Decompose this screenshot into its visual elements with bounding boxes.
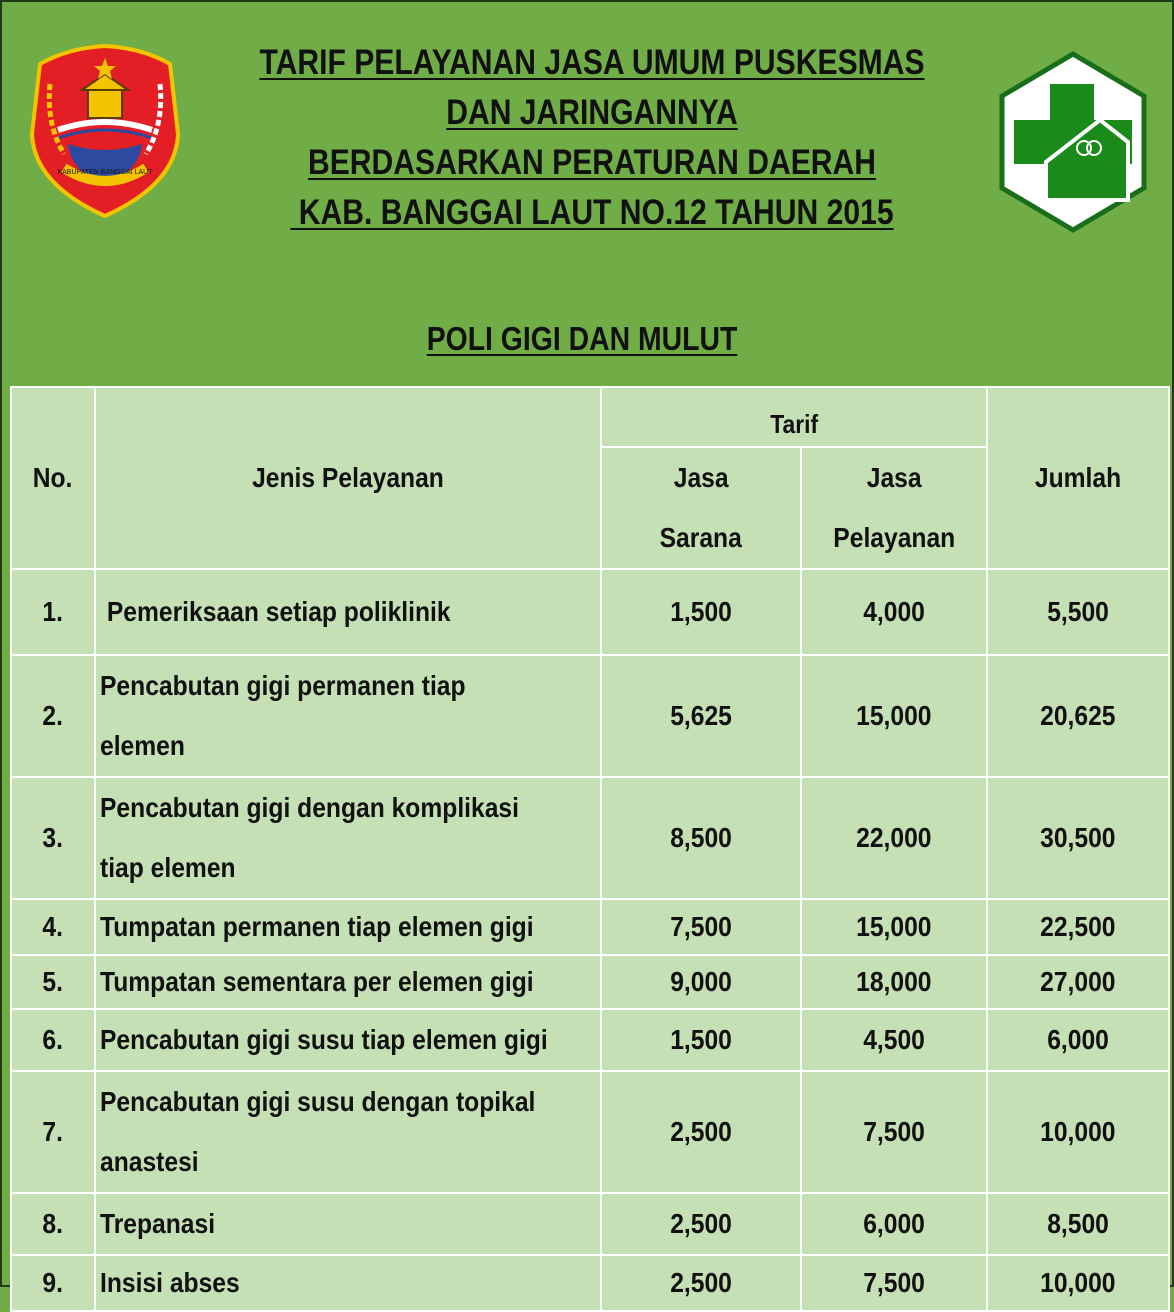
row-service: Pemeriksaan setiap poliklinik <box>95 569 601 655</box>
row-jasa-sarana: 7,500 <box>601 899 801 955</box>
row-number: 3. <box>11 777 95 899</box>
row-jasa-pelayanan: 7,500 <box>801 1071 987 1193</box>
header-jasa-sarana: Jasa Sarana <box>601 447 801 569</box>
table-row <box>11 955 1169 1009</box>
header-jumlah: Jumlah <box>987 387 1169 569</box>
header-jasa-pelayanan: Jasa Pelayanan <box>801 447 987 569</box>
row-jasa-pelayanan: 4,000 <box>801 569 987 655</box>
row-jumlah: 20,625 <box>987 655 1169 777</box>
row-jasa-sarana: 2,500 <box>601 1071 801 1193</box>
row-jasa-sarana: 5,625 <box>601 655 801 777</box>
title-line-3: BERDASARKAN PERATURAN DAERAH <box>307 143 877 182</box>
row-service: Pencabutan gigi susu tiap elemen gigi <box>95 1009 601 1071</box>
row-service: Trepanasi <box>95 1193 601 1255</box>
table-row <box>11 1193 1169 1255</box>
table-row <box>11 569 1169 655</box>
row-jasa-pelayanan: 15,000 <box>801 655 987 777</box>
row-number: 7. <box>11 1071 95 1193</box>
row-service: Insisi abses <box>95 1255 601 1311</box>
row-jumlah: 27,000 <box>987 955 1169 1009</box>
row-jasa-pelayanan: 18,000 <box>801 955 987 1009</box>
header-service: Jenis Pelayanan <box>95 387 601 569</box>
row-jasa-sarana: 1,500 <box>601 1009 801 1071</box>
table-row <box>11 777 1169 899</box>
row-service: Tumpatan sementara per elemen gigi <box>95 955 601 1009</box>
row-jasa-pelayanan: 6,000 <box>801 1193 987 1255</box>
row-jumlah: 22,500 <box>987 899 1169 955</box>
header-tarif: Tarif <box>601 387 987 447</box>
title-line-4: KAB. BANGGAI LAUT NO.12 TAHUN 2015 <box>290 193 894 232</box>
row-jasa-pelayanan: 22,000 <box>801 777 987 899</box>
table-row <box>11 899 1169 955</box>
row-number: 2. <box>11 655 95 777</box>
row-jasa-sarana: 2,500 <box>601 1193 801 1255</box>
table-row <box>11 655 1169 777</box>
header-no: No. <box>11 387 95 569</box>
row-service: Pencabutan gigi susu dengan topikal anastesi <box>95 1071 601 1193</box>
row-number: 6. <box>11 1009 95 1071</box>
row-jasa-pelayanan: 4,500 <box>801 1009 987 1071</box>
row-jasa-sarana: 9,000 <box>601 955 801 1009</box>
row-number: 5. <box>11 955 95 1009</box>
row-jasa-sarana: 2,500 <box>601 1255 801 1311</box>
row-number: 9. <box>11 1255 95 1311</box>
row-jumlah: 10,000 <box>987 1071 1169 1193</box>
table-header-row <box>11 387 1169 447</box>
row-jumlah: 8,500 <box>987 1193 1169 1255</box>
row-service: Pencabutan gigi dengan komplikasi tiap elemen <box>95 777 601 899</box>
row-number: 8. <box>11 1193 95 1255</box>
kabupaten-emblem-logo <box>28 44 182 218</box>
row-service: Tumpatan permanen tiap elemen gigi <box>95 899 601 955</box>
row-service: Pencabutan gigi permanen tiap elemen <box>95 655 601 777</box>
page-title <box>257 38 928 238</box>
row-number: 1. <box>11 569 95 655</box>
table-row <box>11 1009 1169 1071</box>
row-jumlah: 10,000 <box>987 1255 1169 1311</box>
puskesmas-logo <box>996 50 1150 234</box>
row-number: 4. <box>11 899 95 955</box>
emblem-ribbon-text: KABUPATEN BANGGAI LAUT <box>57 169 153 176</box>
row-jasa-pelayanan: 7,500 <box>801 1255 987 1311</box>
row-jasa-sarana: 8,500 <box>601 777 801 899</box>
title-line-2: DAN JARINGANNYA <box>446 93 738 132</box>
section-title-text: POLI GIGI DAN MULUT <box>426 320 738 357</box>
row-jasa-sarana: 1,500 <box>601 569 801 655</box>
tariff-table <box>10 386 1170 1312</box>
row-jumlah: 6,000 <box>987 1009 1169 1071</box>
section-title <box>341 320 823 358</box>
row-jumlah: 30,500 <box>987 777 1169 899</box>
row-jasa-pelayanan: 15,000 <box>801 899 987 955</box>
title-line-1: TARIF PELAYANAN JASA UMUM PUSKESMAS <box>259 43 925 82</box>
row-jumlah: 5,500 <box>987 569 1169 655</box>
table-row <box>11 1255 1169 1311</box>
table-row <box>11 1071 1169 1193</box>
